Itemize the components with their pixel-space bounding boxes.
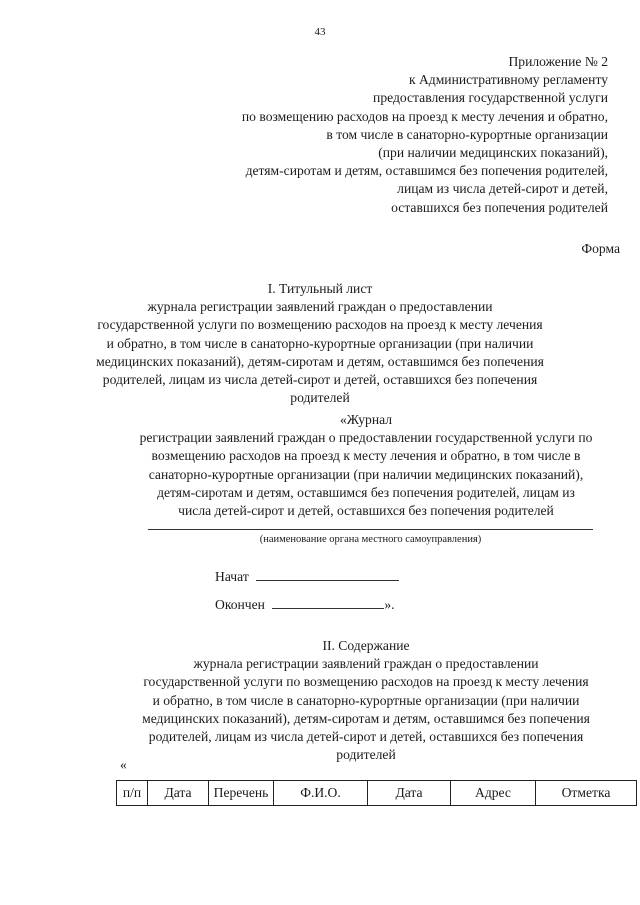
form-label: Форма <box>581 241 620 256</box>
journal-title-line: «Журнал <box>339 412 393 427</box>
section2-line: журнала регистрации заявлений граждан о предоставлении <box>193 656 539 672</box>
section2-line: государственной услуги по возмещению расходов на проезд к месту лечения <box>143 674 589 690</box>
table-header-row <box>117 781 637 806</box>
section1-line: и обратно, в том числе в санаторно-курортные организации (при наличии <box>106 335 534 351</box>
appendix-line: Приложение № 2 <box>508 54 608 69</box>
appendix-line: лицам из числа детей-сирот и детей, <box>397 181 608 197</box>
table-header-cell: Ф.И.О. <box>274 781 368 806</box>
section2-line: родителей, лицам из числа детей-сирот и детей, оставшихся без попечения <box>148 729 584 745</box>
finished-field <box>215 596 395 613</box>
journal-title-line: возмещению расходов на проезд к месту лечения и обратно, в том числе в <box>151 448 581 464</box>
table-header-cell: п/п <box>117 781 148 806</box>
started-field <box>215 568 399 585</box>
section1-line: государственной услуги по возмещению расходов на проезд к месту лечения <box>97 317 543 333</box>
page-number: 43 <box>314 26 326 38</box>
started-blank <box>256 568 399 581</box>
appendix-line: (при наличии медицинских показаний), <box>378 145 608 161</box>
finished-blank <box>272 596 384 609</box>
appendix-line: по возмещению расходов на проезд к месту лечения и обратно, <box>241 108 608 124</box>
section1-block <box>95 280 545 407</box>
section2-heading: II. Содержание <box>322 638 410 653</box>
org-name-line <box>148 529 593 530</box>
section2-line: родителей <box>336 747 396 763</box>
section1-line: родителей <box>290 390 350 406</box>
open-quote: « <box>120 757 127 772</box>
journal-title-line: регистрации заявлений граждан о предоставлении государственной услуги по <box>139 430 593 446</box>
appendix-line: к Административному регламенту <box>408 72 608 88</box>
appendix-line: детям-сиротам и детям, оставшимся без попечения родителей, <box>245 163 608 179</box>
section1-line: родителей, лицам из числа детей-сирот и детей, оставшихся без попечения <box>102 372 538 388</box>
appendix-block <box>108 53 608 217</box>
table-header-cell: Отметка <box>536 781 637 806</box>
section1-line: журнала регистрации заявлений граждан о предоставлении <box>147 299 493 315</box>
contents-table <box>116 780 637 806</box>
table-header-cell: Перечень <box>209 781 274 806</box>
table-header-cell: Дата <box>148 781 209 806</box>
journal-title-line: числа детей-сирот и детей, оставшихся без попечения родителей <box>178 503 554 519</box>
section2-block <box>110 637 622 764</box>
table-header-cell: Дата <box>368 781 451 806</box>
section2-line: и обратно, в том числе в санаторно-курортные организации (при наличии <box>152 692 580 708</box>
table-header-cell: Адрес <box>451 781 536 806</box>
section1-line: медицинских показаний), детям-сиротам и детям, оставшимся без попечения <box>96 353 544 369</box>
finished-suffix: ». <box>384 597 395 612</box>
org-caption: (наименование органа местного самоуправления) <box>259 534 482 545</box>
section2-line: медицинских показаний), детям-сиротам и детям, оставшимся без попечения <box>142 710 590 726</box>
journal-title-block <box>112 411 620 520</box>
journal-title-line: санаторно-курортные организации (при наличии медицинских показаний), <box>148 466 584 482</box>
finished-label: Окончен <box>215 597 265 612</box>
section1-heading: I. Титульный лист <box>267 281 373 296</box>
appendix-line: оставшихся без попечения родителей <box>391 199 608 215</box>
journal-title-line: детям-сиротам и детям, оставшимся без попечения родителей, лицам из <box>157 484 575 500</box>
appendix-line: предоставления государственной услуги <box>373 90 608 106</box>
appendix-line: в том числе в санаторно-курортные организации <box>326 126 608 142</box>
started-label: Начат <box>215 569 249 584</box>
